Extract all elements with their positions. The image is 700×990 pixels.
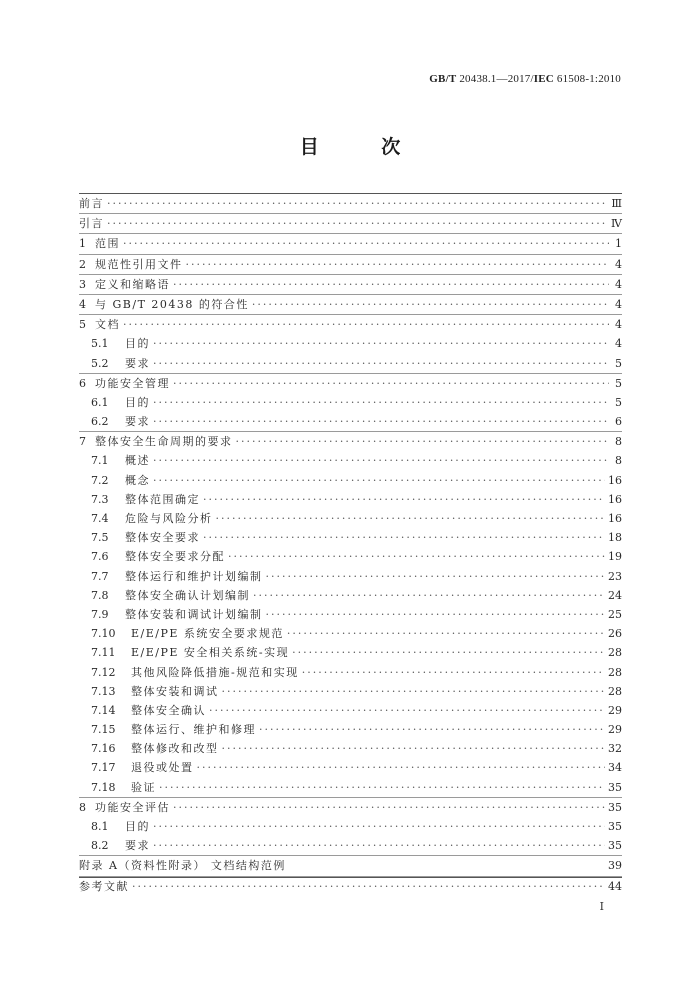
toc-leader-dots bbox=[123, 234, 609, 253]
page-number: I bbox=[599, 900, 604, 913]
toc-entry-label: 退役或处置 bbox=[131, 761, 194, 775]
toc-leader-dots bbox=[253, 586, 605, 605]
toc-leader-dots bbox=[153, 451, 609, 470]
toc-entry-number: 7.18 bbox=[91, 780, 116, 794]
toc-entry-number: 1 bbox=[79, 237, 86, 251]
toc-entry-page: 32 bbox=[608, 742, 622, 756]
toc-entry-page: 28 bbox=[608, 646, 622, 660]
toc-leader-dots bbox=[302, 663, 605, 682]
toc-entry[interactable] bbox=[79, 817, 622, 836]
toc-entry[interactable] bbox=[79, 393, 622, 412]
page-title: 目 次 bbox=[299, 136, 429, 158]
toc-entry-label: 要求 bbox=[125, 839, 150, 853]
toc-entry-label: 整体安全生命周期的要求 bbox=[95, 435, 233, 449]
toc-entry-page: 19 bbox=[608, 550, 622, 564]
toc-entry[interactable] bbox=[79, 547, 622, 566]
iec-prefix: IEC bbox=[533, 73, 554, 85]
toc-entry[interactable] bbox=[79, 836, 622, 856]
toc-leader-dots bbox=[153, 393, 609, 412]
table-of-contents bbox=[79, 194, 622, 896]
toc-entry[interactable] bbox=[79, 663, 622, 682]
toc-entry-label: 要求 bbox=[125, 415, 150, 429]
standard-prefix: GB/T bbox=[429, 73, 457, 85]
toc-entry-label: 整体安全要求分配 bbox=[125, 550, 225, 564]
toc-entry-number: 7 bbox=[79, 435, 86, 449]
toc-entry-page: 18 bbox=[608, 531, 622, 545]
toc-entry-label: 验证 bbox=[131, 780, 156, 794]
toc-entry-page: 25 bbox=[608, 607, 622, 621]
toc-entry[interactable] bbox=[79, 643, 622, 662]
toc-leader-dots bbox=[107, 214, 608, 233]
toc-entry-page: 23 bbox=[608, 569, 622, 583]
toc-entry-label: 整体安全确认计划编制 bbox=[125, 588, 250, 602]
toc-entry-page: 6 bbox=[615, 415, 622, 429]
toc-entry-number: 8 bbox=[79, 800, 86, 814]
toc-entry[interactable] bbox=[79, 214, 622, 234]
toc-entry-label: 前言 bbox=[79, 197, 104, 210]
toc-entry[interactable] bbox=[79, 334, 622, 353]
toc-entry-label: 危险与风险分析 bbox=[125, 512, 213, 525]
toc-entry[interactable] bbox=[79, 567, 622, 586]
toc-entry[interactable] bbox=[79, 295, 622, 315]
toc-entry-page: 35 bbox=[608, 820, 622, 833]
toc-entry-page: 26 bbox=[608, 627, 622, 641]
toc-entry-number: 7.6 bbox=[91, 550, 109, 564]
toc-entry[interactable] bbox=[79, 586, 622, 605]
toc-entry[interactable] bbox=[79, 509, 622, 528]
toc-entry[interactable] bbox=[79, 412, 622, 432]
toc-entry[interactable] bbox=[79, 255, 622, 275]
toc-entry-page: 39 bbox=[608, 859, 622, 873]
toc-entry-page: 44 bbox=[608, 879, 622, 893]
toc-entry[interactable] bbox=[79, 234, 622, 254]
toc-entry-page: 28 bbox=[608, 665, 622, 679]
toc-entry-page: 4 bbox=[615, 318, 622, 332]
toc-entry-number: 7.4 bbox=[91, 512, 109, 525]
toc-leader-dots bbox=[222, 682, 606, 701]
toc-entry[interactable] bbox=[79, 682, 622, 701]
toc-entry-label: 整体运行和维护计划编制 bbox=[125, 569, 263, 583]
toc-leader-dots bbox=[236, 432, 610, 451]
toc-entry-label: 目的 bbox=[125, 337, 150, 351]
toc-entry-number: 7.11 bbox=[91, 646, 116, 660]
toc-leader-dots bbox=[252, 295, 609, 314]
toc-leader-dots bbox=[159, 778, 605, 797]
toc-leader-dots bbox=[132, 877, 605, 896]
toc-entry-number: 8.2 bbox=[91, 839, 109, 853]
toc-entry-number: 7.10 bbox=[91, 627, 116, 641]
toc-leader-dots bbox=[222, 739, 606, 758]
standard-number-header bbox=[429, 73, 621, 85]
toc-entry-page: Ⅲ bbox=[611, 197, 622, 210]
toc-entry-label: 概念 bbox=[125, 473, 150, 487]
toc-leader-dots bbox=[266, 567, 606, 586]
toc-entry-page: 28 bbox=[608, 684, 622, 698]
toc-entry-page: 4 bbox=[615, 277, 622, 291]
toc-entry-number: 7.8 bbox=[91, 588, 109, 602]
toc-entry[interactable] bbox=[79, 701, 622, 720]
toc-entry-number: 5.1 bbox=[91, 337, 109, 351]
toc-entry-number: 7.9 bbox=[91, 607, 109, 621]
toc-entry-label: 整体范围确定 bbox=[125, 492, 200, 506]
toc-leader-dots bbox=[203, 490, 605, 509]
toc-bottom-rule bbox=[79, 877, 622, 878]
toc-leader-dots bbox=[153, 334, 609, 353]
toc-entry[interactable] bbox=[79, 605, 622, 624]
toc-entry-label: 功能安全管理 bbox=[95, 376, 170, 390]
toc-entry-number: 7.13 bbox=[91, 684, 116, 698]
toc-entry[interactable] bbox=[79, 315, 622, 334]
toc-leader-dots bbox=[216, 509, 606, 528]
standard-number: 20438.1—2017/ bbox=[456, 73, 534, 85]
toc-entry-page: 35 bbox=[608, 839, 622, 853]
toc-leader-dots bbox=[259, 720, 605, 739]
toc-entry-number: 3 bbox=[79, 277, 86, 291]
toc-entry-page: 16 bbox=[608, 473, 622, 487]
toc-entry-label: 其他风险降低措施-规范和实现 bbox=[131, 665, 299, 679]
toc-entry-label: 范围 bbox=[95, 237, 120, 251]
toc-entry-label: 目的 bbox=[125, 820, 150, 833]
toc-entry-number: 7.12 bbox=[91, 665, 116, 679]
toc-leader-dots bbox=[173, 275, 609, 294]
toc-entry[interactable] bbox=[79, 877, 622, 896]
toc-entry[interactable] bbox=[79, 432, 622, 451]
toc-entry-label: 附录 A（资料性附录） 文档结构范例 bbox=[79, 859, 286, 873]
toc-entry-label: 整体运行、维护和修理 bbox=[131, 723, 256, 737]
toc-leader-dots bbox=[266, 605, 606, 624]
toc-entry-page: 29 bbox=[608, 703, 622, 717]
toc-entry-label: 参考文献 bbox=[79, 879, 129, 893]
toc-entry[interactable] bbox=[79, 528, 622, 547]
toc-entry-label: 规范性引用文件 bbox=[95, 257, 183, 271]
toc-entry-label: 与 GB/T 20438 的符合性 bbox=[95, 297, 249, 311]
toc-entry-number: 7.17 bbox=[91, 761, 116, 775]
toc-leader-dots bbox=[292, 643, 605, 662]
toc-entry[interactable] bbox=[79, 798, 622, 817]
toc-entry[interactable] bbox=[79, 194, 622, 214]
iec-number: 61508-1:2010 bbox=[553, 73, 621, 85]
toc-entry-number: 5 bbox=[79, 318, 86, 332]
toc-entry-number: 4 bbox=[79, 297, 86, 311]
toc-entry-number: 7.15 bbox=[91, 723, 116, 737]
toc-entry-number: 7.1 bbox=[91, 454, 109, 468]
toc-entry-number: 6.1 bbox=[91, 395, 109, 409]
toc-entry-number: 6.2 bbox=[91, 415, 109, 429]
toc-entry[interactable] bbox=[79, 856, 622, 876]
toc-leader-dots bbox=[153, 354, 609, 373]
toc-leader-dots bbox=[197, 758, 606, 777]
toc-entry[interactable] bbox=[79, 451, 622, 470]
toc-entry-label: 整体安装和调试 bbox=[131, 684, 219, 698]
toc-entry-page: 4 bbox=[615, 257, 622, 271]
toc-entry-label: 概述 bbox=[125, 454, 150, 468]
toc-entry-page: 16 bbox=[608, 492, 622, 506]
toc-leader-dots bbox=[153, 836, 605, 855]
toc-entry-page: 34 bbox=[608, 761, 622, 775]
toc-entry-label: 整体修改和改型 bbox=[131, 742, 219, 756]
toc-leader-dots bbox=[153, 817, 605, 836]
toc-entry-number: 2 bbox=[79, 257, 86, 271]
toc-entry-page: 1 bbox=[615, 237, 622, 251]
toc-entry-page: Ⅳ bbox=[611, 217, 622, 231]
toc-entry[interactable] bbox=[79, 354, 622, 374]
toc-entry-number: 5.2 bbox=[91, 356, 109, 370]
toc-leader-dots bbox=[153, 412, 609, 431]
toc-entry[interactable] bbox=[79, 739, 622, 758]
toc-entry-label: 要求 bbox=[125, 356, 150, 370]
toc-entry[interactable] bbox=[79, 778, 622, 798]
toc-entry-label: E/E/PE 系统安全要求规范 bbox=[131, 627, 284, 641]
toc-entry-label: 整体安装和调试计划编制 bbox=[125, 607, 263, 621]
toc-entry-page: 8 bbox=[615, 435, 622, 449]
toc-entry-page: 29 bbox=[608, 723, 622, 737]
toc-leader-dots bbox=[287, 624, 605, 643]
toc-leader-dots bbox=[209, 701, 605, 720]
toc-entry-page: 4 bbox=[615, 297, 622, 311]
toc-entry-label: 功能安全评估 bbox=[95, 800, 170, 814]
toc-entry-page: 24 bbox=[608, 588, 622, 602]
toc-entry-label: 整体安全确认 bbox=[131, 703, 206, 717]
toc-entry-label: 目的 bbox=[125, 395, 150, 409]
toc-entry[interactable] bbox=[79, 275, 622, 295]
toc-leader-dots bbox=[173, 798, 605, 817]
toc-entry[interactable] bbox=[79, 374, 622, 393]
toc-entry-number: 7.2 bbox=[91, 473, 109, 487]
toc-leader-dots bbox=[153, 471, 605, 490]
toc-entry-page: 5 bbox=[615, 376, 622, 390]
toc-entry-number: 7.5 bbox=[91, 531, 109, 545]
toc-entry-number: 7.7 bbox=[91, 569, 109, 583]
toc-leader-dots bbox=[203, 528, 605, 547]
toc-entry-label: 定义和缩略语 bbox=[95, 277, 170, 291]
toc-entry-label: E/E/PE 安全相关系统-实现 bbox=[131, 646, 290, 660]
toc-leader-dots bbox=[228, 547, 605, 566]
toc-entry-number: 7.16 bbox=[91, 742, 116, 756]
toc-entry-page: 35 bbox=[608, 800, 622, 814]
toc-entry[interactable] bbox=[79, 490, 622, 509]
toc-entry-page: 5 bbox=[615, 395, 622, 409]
toc-entry-label: 整体安全要求 bbox=[125, 531, 200, 545]
toc-entry-number: 8.1 bbox=[91, 820, 109, 833]
toc-entry[interactable] bbox=[79, 624, 622, 643]
toc-entry-number: 7.14 bbox=[91, 703, 116, 717]
toc-entry-label: 文档 bbox=[95, 318, 120, 332]
toc-entry-number: 7.3 bbox=[91, 492, 109, 506]
toc-entry-label: 引言 bbox=[79, 217, 104, 231]
toc-entry[interactable] bbox=[79, 758, 622, 777]
toc-leader-dots bbox=[173, 374, 609, 393]
toc-entry[interactable] bbox=[79, 471, 622, 490]
toc-leader-dots bbox=[123, 315, 609, 334]
toc-leader-dots bbox=[107, 194, 608, 213]
toc-entry-number: 6 bbox=[79, 376, 86, 390]
toc-entry-page: 16 bbox=[608, 512, 622, 525]
toc-entry-page: 4 bbox=[615, 337, 622, 351]
toc-leader-dots bbox=[186, 255, 610, 274]
toc-entry-page: 8 bbox=[615, 454, 622, 468]
toc-entry-page: 35 bbox=[608, 780, 622, 794]
toc-entry[interactable] bbox=[79, 720, 622, 739]
toc-entry-page: 5 bbox=[615, 356, 622, 370]
